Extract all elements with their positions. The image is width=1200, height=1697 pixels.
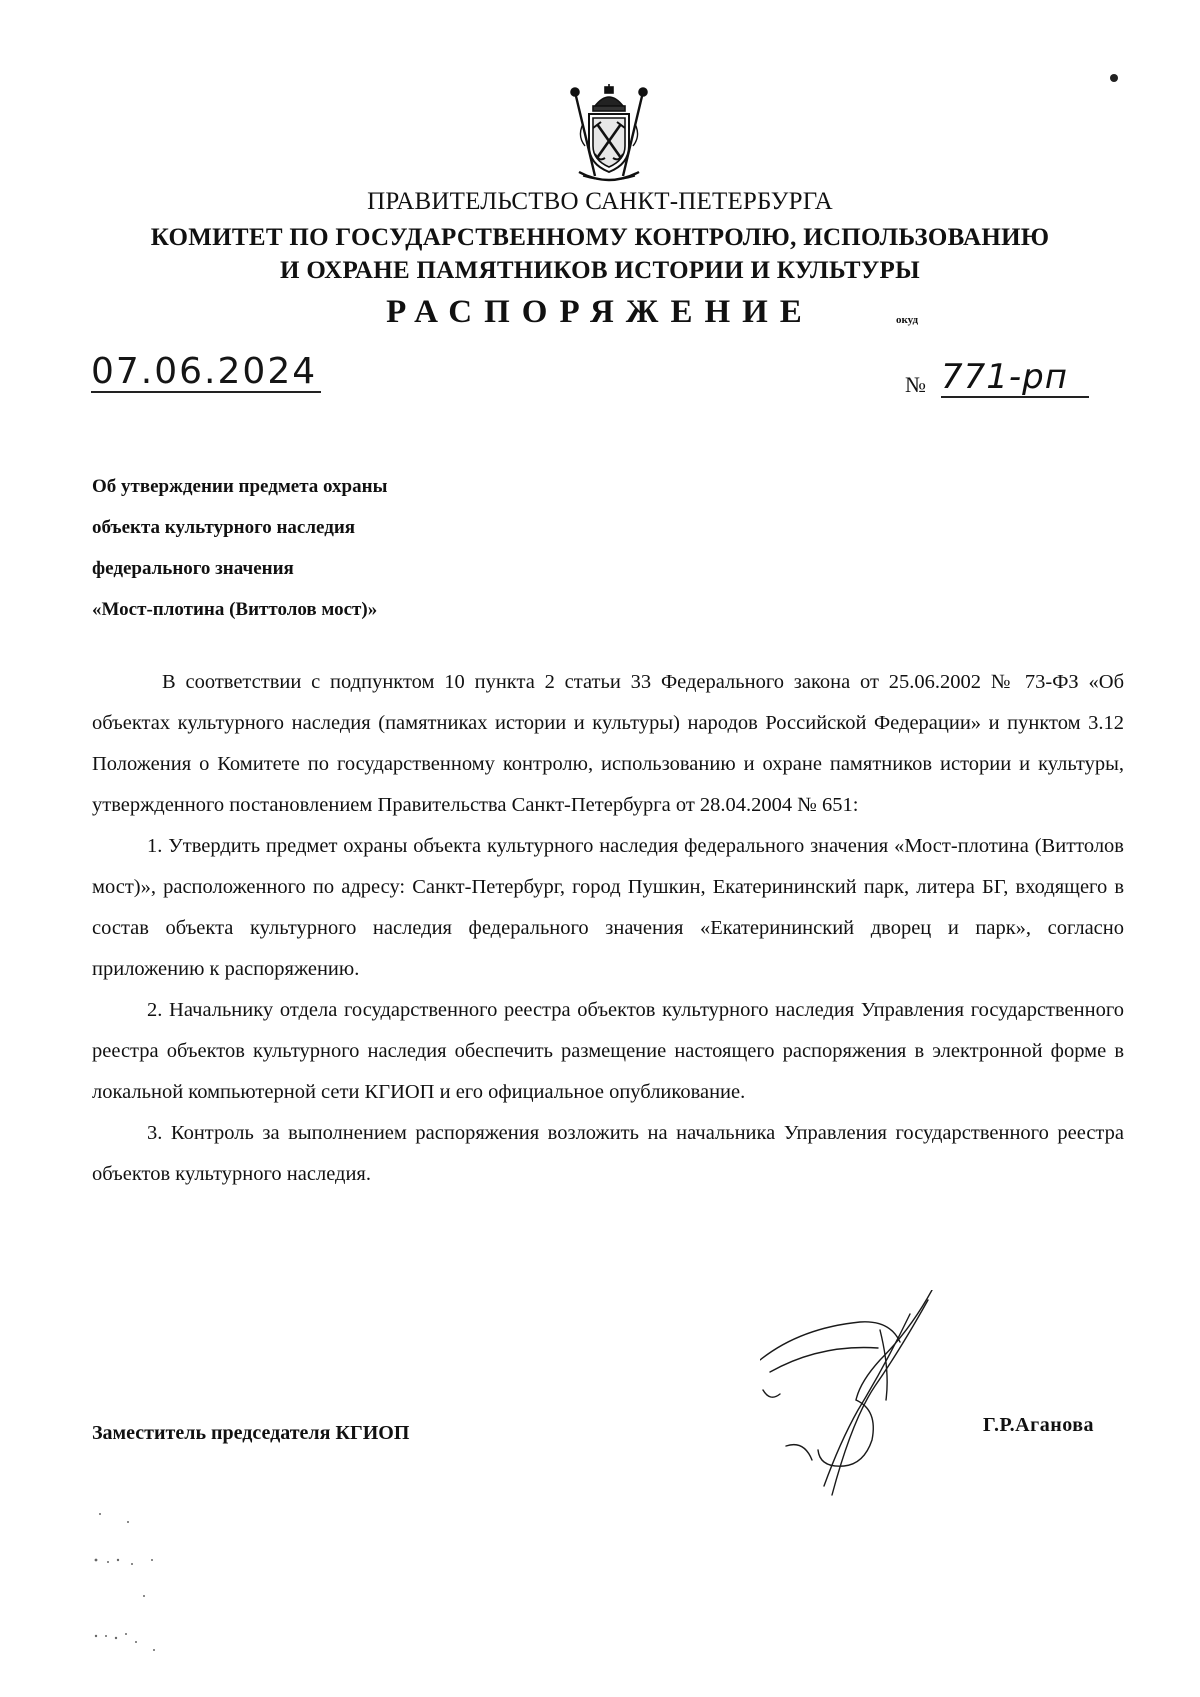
number-sign: № — [905, 372, 926, 397]
document-type-heading: РАСПОРЯЖЕНИЕ — [386, 294, 814, 330]
document-body — [92, 662, 1124, 1195]
signatory-name: Г.Р.Аганова — [983, 1414, 1095, 1436]
item-3-paragraph: 3. Контроль за выполнением распоряжения возложить на начальника Управления государственного реестра объектов культурного наследия. — [92, 1122, 1124, 1185]
subject-line: «Мост-плотина (Виттолов мост)» — [92, 599, 378, 620]
committee-name-line-2: И ОХРАНЕ ПАМЯТНИКОВ ИСТОРИИ И КУЛЬТУРЫ — [280, 257, 920, 284]
document-subject — [92, 472, 387, 636]
scan-specks — [92, 1510, 192, 1660]
subject-line: Об утверждении предмета охраны — [92, 476, 388, 497]
subject-line: федерального значения — [92, 558, 294, 579]
document-number: 771-рп — [941, 358, 1089, 398]
coat-of-arms-emblem — [565, 84, 653, 184]
committee-name-line-1: КОМИТЕТ ПО ГОСУДАРСТВЕННОМУ КОНТРОЛЮ, ИСПОЛЬЗОВАНИЮ — [150, 224, 1050, 251]
preamble-paragraph: В соответствии с подпунктом 10 пункта 2 статьи 33 Федерального закона от 25.06.2002 № 73-ФЗ «Об объектах культурного наследия (памятниках истории и культуры) народов Российской Федерации» и пунктом 3.12 Положения о Комитете по государственному контролю, использованию и охране памятников истории и культуры, утвержденного постановлением Правительства Санкт-Петербурга от 28.04.2004 № 651: — [92, 671, 1124, 816]
signatory-position: Заместитель председателя КГИОП — [92, 1422, 410, 1444]
handwritten-signature — [760, 1290, 950, 1500]
government-name: ПРАВИТЕЛЬСТВО САНКТ-ПЕТЕРБУРГА — [367, 188, 833, 215]
okud-label: окуд — [896, 314, 919, 326]
scan-speck — [1110, 74, 1118, 82]
document-date: 07.06.2024 — [91, 353, 321, 393]
subject-line: объекта культурного наследия — [92, 517, 356, 538]
item-1-paragraph: 1. Утвердить предмет охраны объекта культурного наследия федерального значения «Мост-плотина (Виттолов мост)», расположенного по адресу: Санкт-Петербург, город Пушкин, Екатерининский парк, литера БГ, входящего в состав объекта культурного наследия федерального значения «Екатерининский дворец и парк», согласно приложению к распоряжению. — [92, 835, 1124, 980]
item-2-paragraph: 2. Начальнику отдела государственного реестра объектов культурного наследия Управления государственного реестра объектов культурного наследия обеспечить размещение настоящего распоряжения в электронной форме в локальной компьютерной сети КГИОП и его официальное опубликование. — [92, 999, 1124, 1103]
